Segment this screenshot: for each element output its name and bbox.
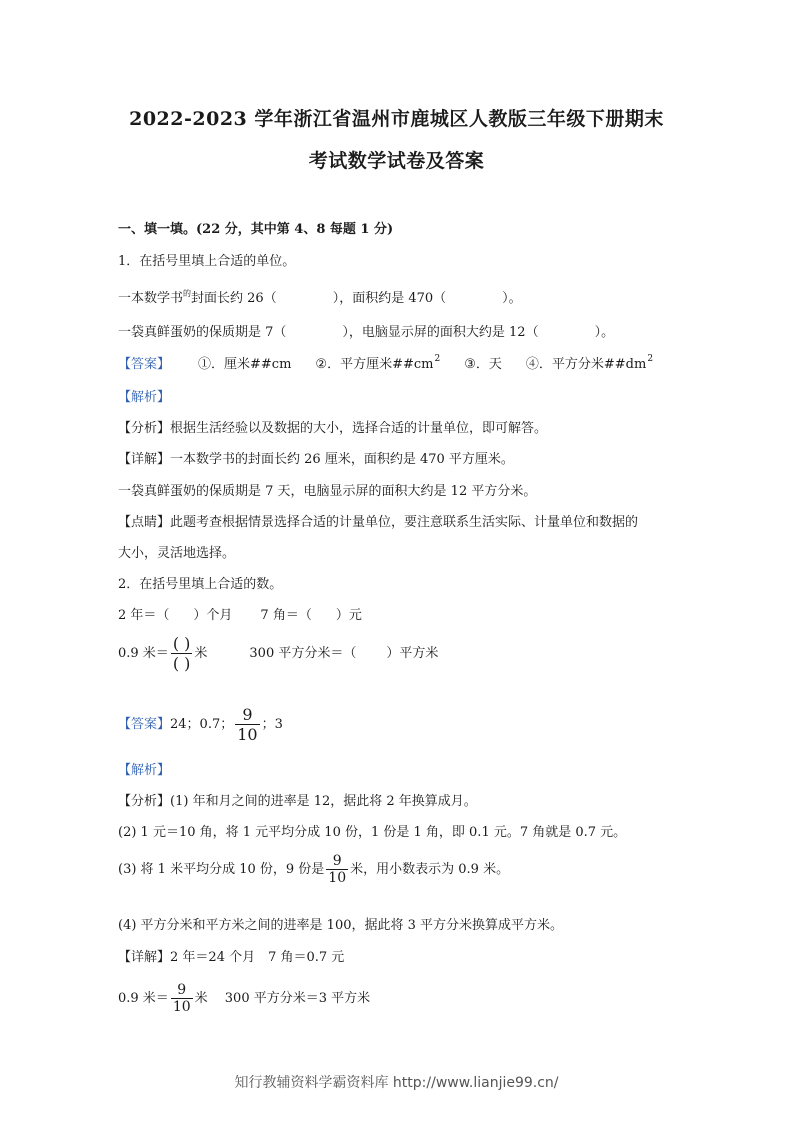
q1-xiangjie — [118, 448, 514, 467]
q2-blank-fraction — [171, 634, 193, 673]
q2-answer-a: 24；0.7； — [170, 717, 234, 732]
q2-line-2 — [118, 634, 438, 673]
q2-fenxi-4: (4) 平方分米和平方米之间的进率是 100，据此将 3 平方分米换算成平方米。 — [118, 918, 564, 933]
q2-xiangjie-1 — [118, 946, 344, 965]
q1-line1-sup: 的 — [183, 289, 192, 298]
page-title-line-1: 2022-2023 学年浙江省温州市鹿城区人教版三年级下册期末 — [129, 108, 664, 130]
q2-fenxi-2: (2) 1 元＝10 角，将 1 元平均分成 10 份，1 份是 1 角，即 0.1 元。7 角就是 0.7 元。 — [118, 825, 627, 840]
q1-answer-4: ④．平方分米##dm — [525, 357, 647, 372]
q1-dianjing-label: 【点睛】 — [118, 515, 171, 530]
q2-xiangjie2-numerator: 9 — [177, 982, 187, 998]
q2-analysis-label: 【解析】 — [118, 763, 171, 778]
q2-answer-label: 【答案】 — [118, 717, 171, 732]
q1-line2-b: ），电脑显示屏的面积大约是 12（ — [342, 325, 539, 340]
q2-line1-a: 2 年＝（ — [118, 608, 170, 623]
q2-fenxi-1-text: (1) 年和月之间的进率是 12，据此将 2 年换算成月。 — [170, 794, 477, 809]
q1-answer — [118, 353, 653, 372]
q2-answer-b: ；3 — [261, 717, 283, 732]
q1-xiangjie-label: 【详解】 — [118, 452, 171, 467]
q2-line1-d: ）元 — [335, 608, 362, 623]
q2-fenxi-label: 【分析】 — [118, 794, 171, 809]
q2-line2-d: ）平方米 — [386, 646, 439, 661]
q2-xiangjie-label: 【详解】 — [118, 950, 171, 965]
q2-line2-a: 0.9 米＝ — [118, 646, 169, 661]
q2-xiangjie-2 — [118, 982, 370, 1015]
q1-fenxi-label: 【分析】 — [118, 421, 171, 436]
q1-line1-c: ），面积约是 470（ — [332, 291, 447, 306]
q2-fenxi3-fraction — [326, 853, 348, 886]
q2-answer-denominator: 10 — [237, 725, 258, 744]
q2-fenxi3-a: (3) 将 1 米平均分成 10 份，9 份是 — [118, 862, 325, 877]
q2-fenxi3-numerator: 9 — [332, 853, 342, 869]
q1-line-2 — [118, 321, 614, 340]
q2-blank-numerator: ( ) — [172, 634, 191, 653]
q1-line2-c: ）。 — [594, 325, 615, 340]
q2-xiangjie2-b: 米 300 平方分米＝3 平方米 — [194, 991, 371, 1006]
q1-answer-label: 【答案】 — [118, 357, 171, 372]
footer-watermark: 知行教辅资料学霸资料库 http://www.lianjie99.cn/ — [234, 1075, 559, 1091]
q2-line2-c: 300 平方分米＝（ — [249, 646, 357, 661]
q1-line-1 — [118, 287, 522, 306]
q1-xiangjie-text: 一本数学书的封面长约 26 厘米，面积约是 470 平方厘米。 — [170, 452, 514, 467]
q1-answer-3: ③．天 — [464, 357, 502, 372]
q2-xiangjie2-fraction — [171, 982, 193, 1015]
q1-line2-a: 一袋真鲜蛋奶的保质期是 7（ — [118, 325, 287, 340]
page-title-line-2: 考试数学试卷及答案 — [308, 150, 485, 172]
q2-xiangjie-1-text: 2 年＝24 个月 7 角＝0.7 元 — [170, 950, 345, 965]
q2-fenxi-1 — [118, 790, 477, 809]
q1-answer-2-sup: 2 — [434, 354, 441, 364]
q1-answer-4-sup: 2 — [647, 354, 654, 364]
q1-dianjing-text: 此题考查根据情景选择合适的计量单位，要注意联系生活实际、计量单位和数据的 — [170, 515, 639, 530]
q2-xiangjie2-denominator: 10 — [172, 999, 191, 1015]
q1-answer-2: ②．平方厘米##cm — [315, 357, 434, 372]
q1-dianjing — [118, 511, 638, 530]
q2-line2-b: 米 — [194, 646, 208, 661]
q2-blank-denominator: ( ) — [172, 654, 191, 673]
q1-fenxi-text: 根据生活经验以及数据的大小，选择合适的计量单位，即可解答。 — [170, 421, 548, 436]
q2-fenxi-3 — [118, 853, 509, 886]
q1-line1-a: 一本数学书 — [118, 291, 184, 306]
q1-analysis-label: 【解析】 — [118, 390, 171, 405]
section-heading: 一、填一填。(22 分，其中第 4、8 每题 1 分) — [118, 222, 394, 237]
q1-line1-b: 封面长约 26（ — [191, 291, 277, 306]
q1-dianjing-2: 大小，灵活地选择。 — [118, 546, 236, 561]
q2-answer — [118, 705, 283, 744]
q1-line1-d: ）。 — [502, 291, 522, 306]
q2-answer-fraction — [235, 705, 259, 744]
q2-line1-b: ）个月 — [193, 608, 233, 623]
q2-stem: 2．在括号里填上合适的数。 — [118, 577, 283, 592]
q1-stem: 1．在括号里填上合适的单位。 — [118, 254, 296, 269]
q2-xiangjie2-a: 0.9 米＝ — [118, 991, 169, 1006]
q1-fenxi — [118, 417, 547, 436]
q2-line1-c: 7 角＝（ — [260, 608, 312, 623]
q2-line-1 — [118, 604, 362, 623]
q2-fenxi3-b: 米，用小数表示为 0.9 米。 — [350, 862, 510, 877]
q1-answer-1: ①．厘米##cm — [198, 357, 292, 372]
q1-xiangjie-2: 一袋真鲜蛋奶的保质期是 7 天，电脑显示屏的面积大约是 12 平方分米。 — [118, 484, 537, 499]
q2-answer-numerator: 9 — [242, 705, 253, 724]
q2-fenxi3-denominator: 10 — [328, 870, 347, 886]
